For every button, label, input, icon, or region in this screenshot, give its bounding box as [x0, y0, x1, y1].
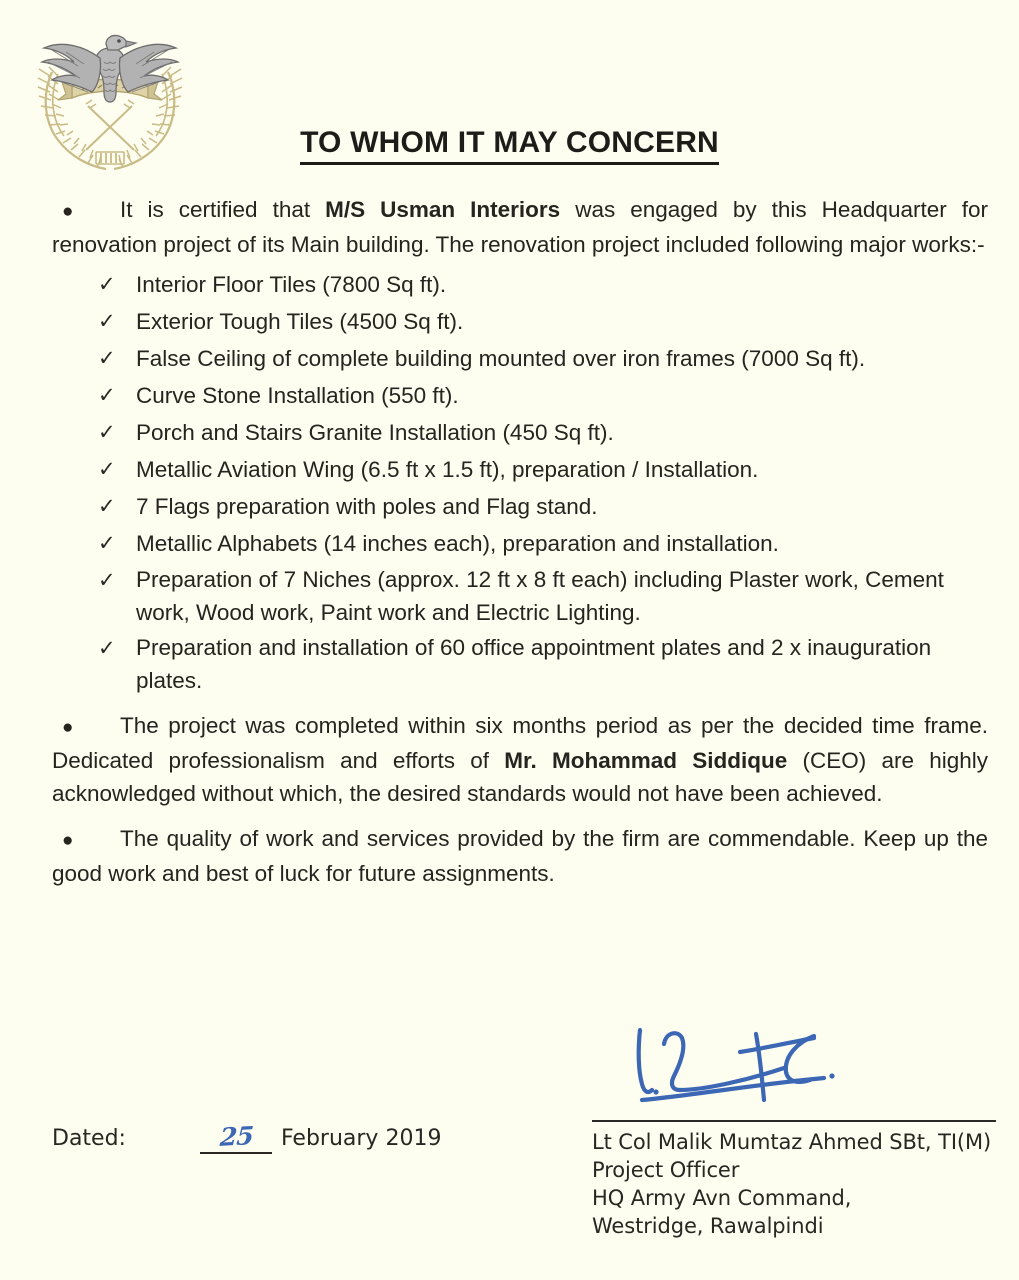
- document-title-container: [0, 126, 1019, 165]
- paragraph-commendation: [52, 822, 988, 890]
- date-day-field: [200, 1122, 272, 1154]
- list-item-label: Interior Floor Tiles (7800 Sq ft).: [136, 272, 447, 297]
- signatory-designation: Project Officer: [592, 1158, 740, 1182]
- list-item-label: Preparation and installation of 60 office appointment plates and 2 x inauguration plates.: [136, 635, 932, 693]
- list-item: [95, 563, 988, 629]
- check-icon: ✓: [98, 310, 116, 333]
- list-item: [95, 378, 988, 413]
- bullet-icon: ●: [62, 830, 74, 851]
- bullet-icon: ●: [62, 717, 74, 738]
- signature-block: [592, 1016, 996, 1240]
- works-checklist: [52, 267, 988, 697]
- date-label: Dated:: [52, 1126, 126, 1151]
- signatory-name-rank: Lt Col Malik Mumtaz Ahmed SBt, TI(M): [592, 1130, 992, 1154]
- company-name: M/S Usman Interiors: [325, 197, 561, 222]
- paragraph-2-text-part-2: (CEO) are highly acknowledged without which, the desired standards would not have been achieved.: [52, 748, 988, 806]
- list-item-label: 7 Flags preparation with poles and Flag stand.: [136, 494, 598, 519]
- list-item: [95, 267, 988, 302]
- list-item: [95, 415, 988, 450]
- list-item: [95, 526, 988, 561]
- check-icon: ✓: [98, 458, 116, 481]
- check-icon: ✓: [98, 569, 116, 592]
- signatory-details: [592, 1122, 996, 1240]
- paragraph-certification: [52, 193, 988, 261]
- paragraph-1-text-part-1: It is certified that: [120, 197, 326, 222]
- list-item-label: Porch and Stairs Granite Installation (450 Sq ft).: [136, 420, 614, 445]
- list-item-label: False Ceiling of complete building mounted over iron frames (7000 Sq ft).: [136, 346, 866, 371]
- list-item-label: Metallic Alphabets (14 inches each), preparation and installation.: [136, 531, 779, 556]
- check-icon: ✓: [98, 532, 116, 555]
- check-icon: ✓: [98, 384, 116, 407]
- list-item-label: Preparation of 7 Niches (approx. 12 ft x 8 ft each) including Plaster work, Cement work, Wood work, Paint work and Electric Lighting.: [136, 567, 944, 625]
- list-item-label: Exterior Tough Tiles (4500 Sq ft).: [136, 309, 464, 334]
- handwritten-signature: [592, 1016, 996, 1120]
- list-item: [95, 631, 988, 697]
- date-row: [52, 1122, 441, 1154]
- list-item: [95, 489, 988, 524]
- paragraph-2-text-part-1: The project was completed within six months period as per the decided time frame. Dedicated professionalism and efforts of: [52, 713, 988, 773]
- check-icon: ✓: [98, 347, 116, 370]
- paragraph-completion: [52, 709, 988, 810]
- document-body: [52, 193, 988, 896]
- date-day-handwritten: 25: [218, 1121, 254, 1152]
- list-item-label: Curve Stone Installation (550 ft).: [136, 383, 459, 408]
- check-icon: ✓: [98, 637, 116, 660]
- list-item: [95, 304, 988, 339]
- list-item: [95, 452, 988, 487]
- list-item-label: Metallic Aviation Wing (6.5 ft x 1.5 ft), preparation / Installation.: [136, 457, 759, 482]
- check-icon: ✓: [98, 273, 116, 296]
- date-month-year: February 2019: [280, 1126, 442, 1151]
- signatory-location: Westridge, Rawalpindi: [592, 1214, 824, 1238]
- check-icon: ✓: [98, 495, 116, 518]
- paragraph-3-text: The quality of work and services provided by the firm are commendable. Keep up the good work and best of luck for future assignments.: [52, 826, 988, 886]
- signatory-organization: HQ Army Avn Command,: [592, 1186, 852, 1210]
- bullet-icon: ●: [62, 201, 74, 222]
- check-icon: ✓: [98, 421, 116, 444]
- ceo-name: Mr. Mohammad Siddique: [504, 748, 788, 773]
- page-title: TO WHOM IT MAY CONCERN: [300, 126, 719, 165]
- paragraph-1-text-part-2: was engaged by this Headquarter for renovation project of its Main building. The renovation project included following major works:-: [52, 197, 988, 257]
- list-item: [95, 341, 988, 376]
